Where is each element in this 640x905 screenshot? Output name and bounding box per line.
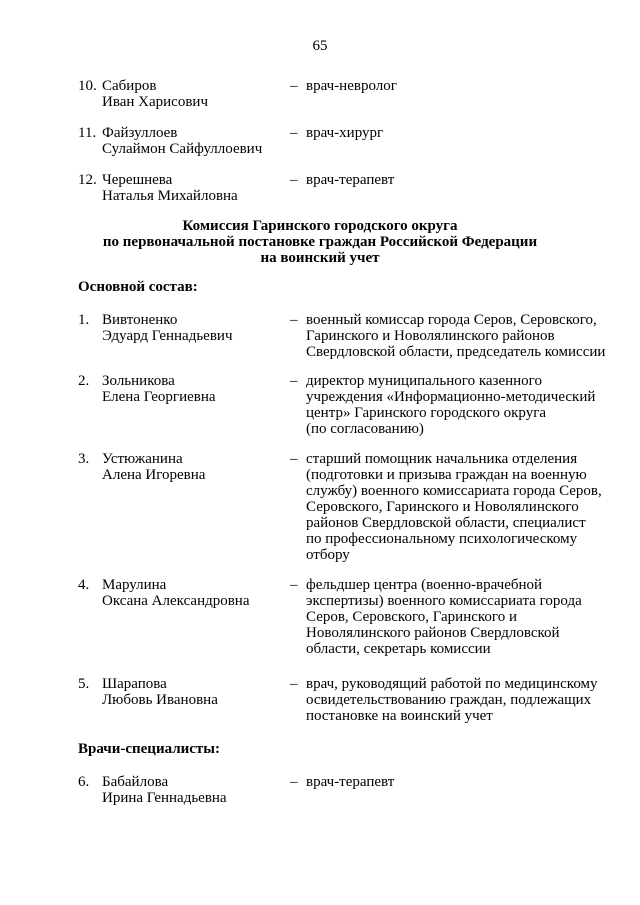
role-line: врач-невролог	[306, 78, 397, 94]
surname: Шарапова	[102, 676, 167, 692]
role-line: (по согласованию)	[306, 421, 424, 437]
position-description	[306, 125, 618, 141]
person-name	[102, 577, 282, 609]
role-line: районов Свердловской области, специалист	[306, 515, 586, 531]
entry-number: 5.	[78, 676, 90, 692]
title-line: Комиссия Гаринского городского округа	[182, 218, 458, 234]
role-line: освидетельствованию граждан, подлежащих	[306, 692, 592, 708]
role-line: области, секретарь комиссии	[306, 641, 491, 657]
person-name	[102, 676, 282, 708]
position-description	[306, 312, 618, 360]
entry-number: 3.	[78, 451, 90, 467]
role-line: Гаринского и Новолялинского районов	[306, 328, 555, 344]
surname: Зольникова	[102, 373, 175, 389]
role-line: учреждения «Информационно-методический	[306, 389, 596, 405]
position-description	[306, 373, 618, 437]
position-description	[306, 78, 618, 94]
role-line: врач, руководящий работой по медицинскому	[306, 676, 598, 692]
role-line: директор муниципального казенного	[306, 373, 542, 389]
given-name: Иван Харисович	[102, 94, 208, 110]
position-description	[306, 577, 618, 657]
role-line: экспертизы) военного комиссариата города	[306, 593, 582, 609]
role-line: старший помощник начальника отделения	[306, 451, 578, 467]
role-line: врач-хирург	[306, 125, 384, 141]
entry-number: 12.	[78, 172, 97, 188]
surname: Бабайлова	[102, 774, 169, 790]
specialists-heading: Врачи-специалисты:	[78, 741, 221, 757]
title-line: по первоначальной постановке граждан Российской Федерации	[102, 234, 538, 250]
role-line: центр» Гаринского городского округа	[306, 405, 547, 421]
person-name	[102, 774, 282, 806]
surname: Устюжанина	[102, 451, 183, 467]
surname: Файзуллоев	[102, 125, 178, 141]
entry-number: 2.	[78, 373, 90, 389]
role-line: врач-терапевт	[306, 172, 395, 188]
given-name: Наталья Михайловна	[102, 188, 238, 204]
page-number: 65	[312, 38, 328, 54]
dash: –	[290, 78, 298, 94]
person-name	[102, 172, 282, 204]
given-name: Оксана Александровна	[102, 593, 250, 609]
person-name	[102, 373, 282, 405]
dash: –	[290, 373, 298, 389]
dash: –	[290, 125, 298, 141]
dash: –	[290, 451, 298, 467]
dash: –	[290, 577, 298, 593]
position-description	[306, 172, 618, 188]
role-line: фельдшер центра (военно-врачебной	[306, 577, 543, 593]
commission-title	[0, 218, 640, 266]
entry-number: 11.	[78, 125, 97, 141]
surname: Сабиров	[102, 78, 157, 94]
entry-number: 4.	[78, 577, 90, 593]
entry-number: 6.	[78, 774, 90, 790]
given-name: Елена Георгиевна	[102, 389, 216, 405]
position-description	[306, 774, 618, 790]
surname: Вивтоненко	[102, 312, 178, 328]
role-line: Свердловской области, председатель комиссии	[306, 344, 606, 360]
role-line: Серов, Серовского, Гаринского и	[306, 609, 517, 625]
role-line: (подготовки и призыва граждан на военную	[306, 467, 587, 483]
given-name: Алена Игоревна	[102, 467, 206, 483]
surname: Марулина	[102, 577, 167, 593]
role-line: отбору	[306, 547, 350, 563]
role-line: Новолялинского районов Свердловской	[306, 625, 560, 641]
given-name: Ирина Геннадьевна	[102, 790, 227, 806]
given-name: Любовь Ивановна	[102, 692, 218, 708]
role-line: по профессиональному психологическому	[306, 531, 578, 547]
role-line: постановке на воинский учет	[306, 708, 493, 724]
entry-number: 1.	[78, 312, 90, 328]
role-line: военный комиссар города Серов, Серовского,	[306, 312, 597, 328]
entry-number: 10.	[78, 78, 97, 94]
title-line: на воинский учет	[260, 250, 380, 266]
position-description	[306, 451, 618, 563]
dash: –	[290, 172, 298, 188]
given-name: Эдуард Геннадьевич	[102, 328, 233, 344]
dash: –	[290, 774, 298, 790]
position-description	[306, 676, 618, 724]
given-name: Сулаймон Сайфуллоевич	[102, 141, 263, 157]
role-line: врач-терапевт	[306, 774, 395, 790]
person-name	[102, 125, 282, 157]
person-name	[102, 78, 282, 110]
role-line: Серовского, Гаринского и Новолялинского	[306, 499, 579, 515]
main-composition-heading: Основной состав:	[78, 279, 198, 295]
role-line: службу) военного комиссариата города Серов,	[306, 483, 602, 499]
surname: Черешнева	[102, 172, 173, 188]
dash: –	[290, 312, 298, 328]
person-name	[102, 451, 282, 483]
dash: –	[290, 676, 298, 692]
person-name	[102, 312, 282, 344]
